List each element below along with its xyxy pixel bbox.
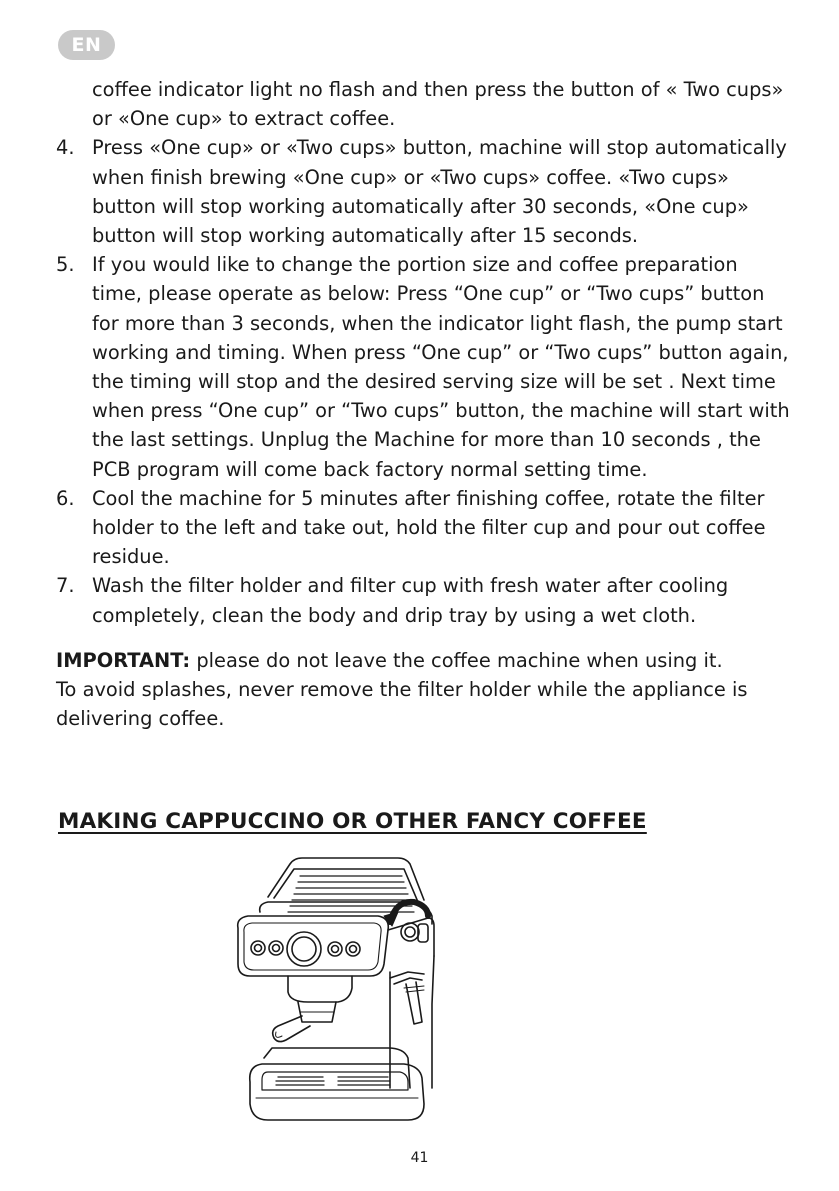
step-number: 7. bbox=[56, 574, 75, 598]
page-number: 41 bbox=[410, 1150, 429, 1166]
important-note bbox=[56, 646, 791, 734]
step-number: 5. bbox=[56, 253, 75, 277]
list-item bbox=[56, 133, 791, 250]
list-item bbox=[56, 250, 791, 484]
step-continuation: coffee indicator light no flash and then press the button of « Two cups» or «One cup» to extract coffee. bbox=[92, 78, 784, 131]
step-text: Cool the machine for 5 minutes after finishing coffee, rotate the filter holder to the left and take out, hold the filter cup and pour out coffee residue. bbox=[92, 486, 766, 569]
important-line-2: To avoid splashes, never remove the filter holder while the appliance is delivering coffee. bbox=[56, 678, 748, 731]
list-item bbox=[56, 571, 791, 629]
step-number: 6. bbox=[56, 486, 75, 510]
espresso-machine-icon bbox=[228, 852, 458, 1130]
steps-list bbox=[56, 133, 791, 629]
step-text: Press «One cup» or «Two cups» button, machine will stop automatically when finish brewing «One cup» or «Two cups» coffee. «Two cups» button will stop working automatically after 30 seconds, «One cup» button will stop working automatically after 15 seconds. bbox=[92, 136, 787, 248]
section-heading: MAKING CAPPUCCINO OR OTHER FANCY COFFEE bbox=[58, 809, 647, 834]
important-label: IMPORTANT: bbox=[56, 648, 191, 672]
important-line-1: please do not leave the coffee machine when using it. bbox=[190, 648, 723, 672]
instructions-body bbox=[56, 75, 791, 733]
step-text: If you would like to change the portion size and coffee preparation time, please operate as below: Press “One cup” or “Two cups” button for more than 3 seconds, when the indicator light flash, the pump start working and timing. When press “One cup” or “Two cups” button again, the timing will stop and the desired serving size will be set . Next time when press “One cup” or “Two cups” button, the machine will start with the last settings. Unplug the Machine for more than 10 seconds , the PCB program will come back factory normal setting time. bbox=[92, 253, 790, 481]
step-number: 4. bbox=[56, 136, 75, 160]
language-badge: EN bbox=[58, 30, 115, 60]
list-item bbox=[56, 484, 791, 572]
step-text: Wash the filter holder and filter cup with fresh water after cooling completely, clean the body and drip tray by using a wet cloth. bbox=[92, 574, 729, 627]
